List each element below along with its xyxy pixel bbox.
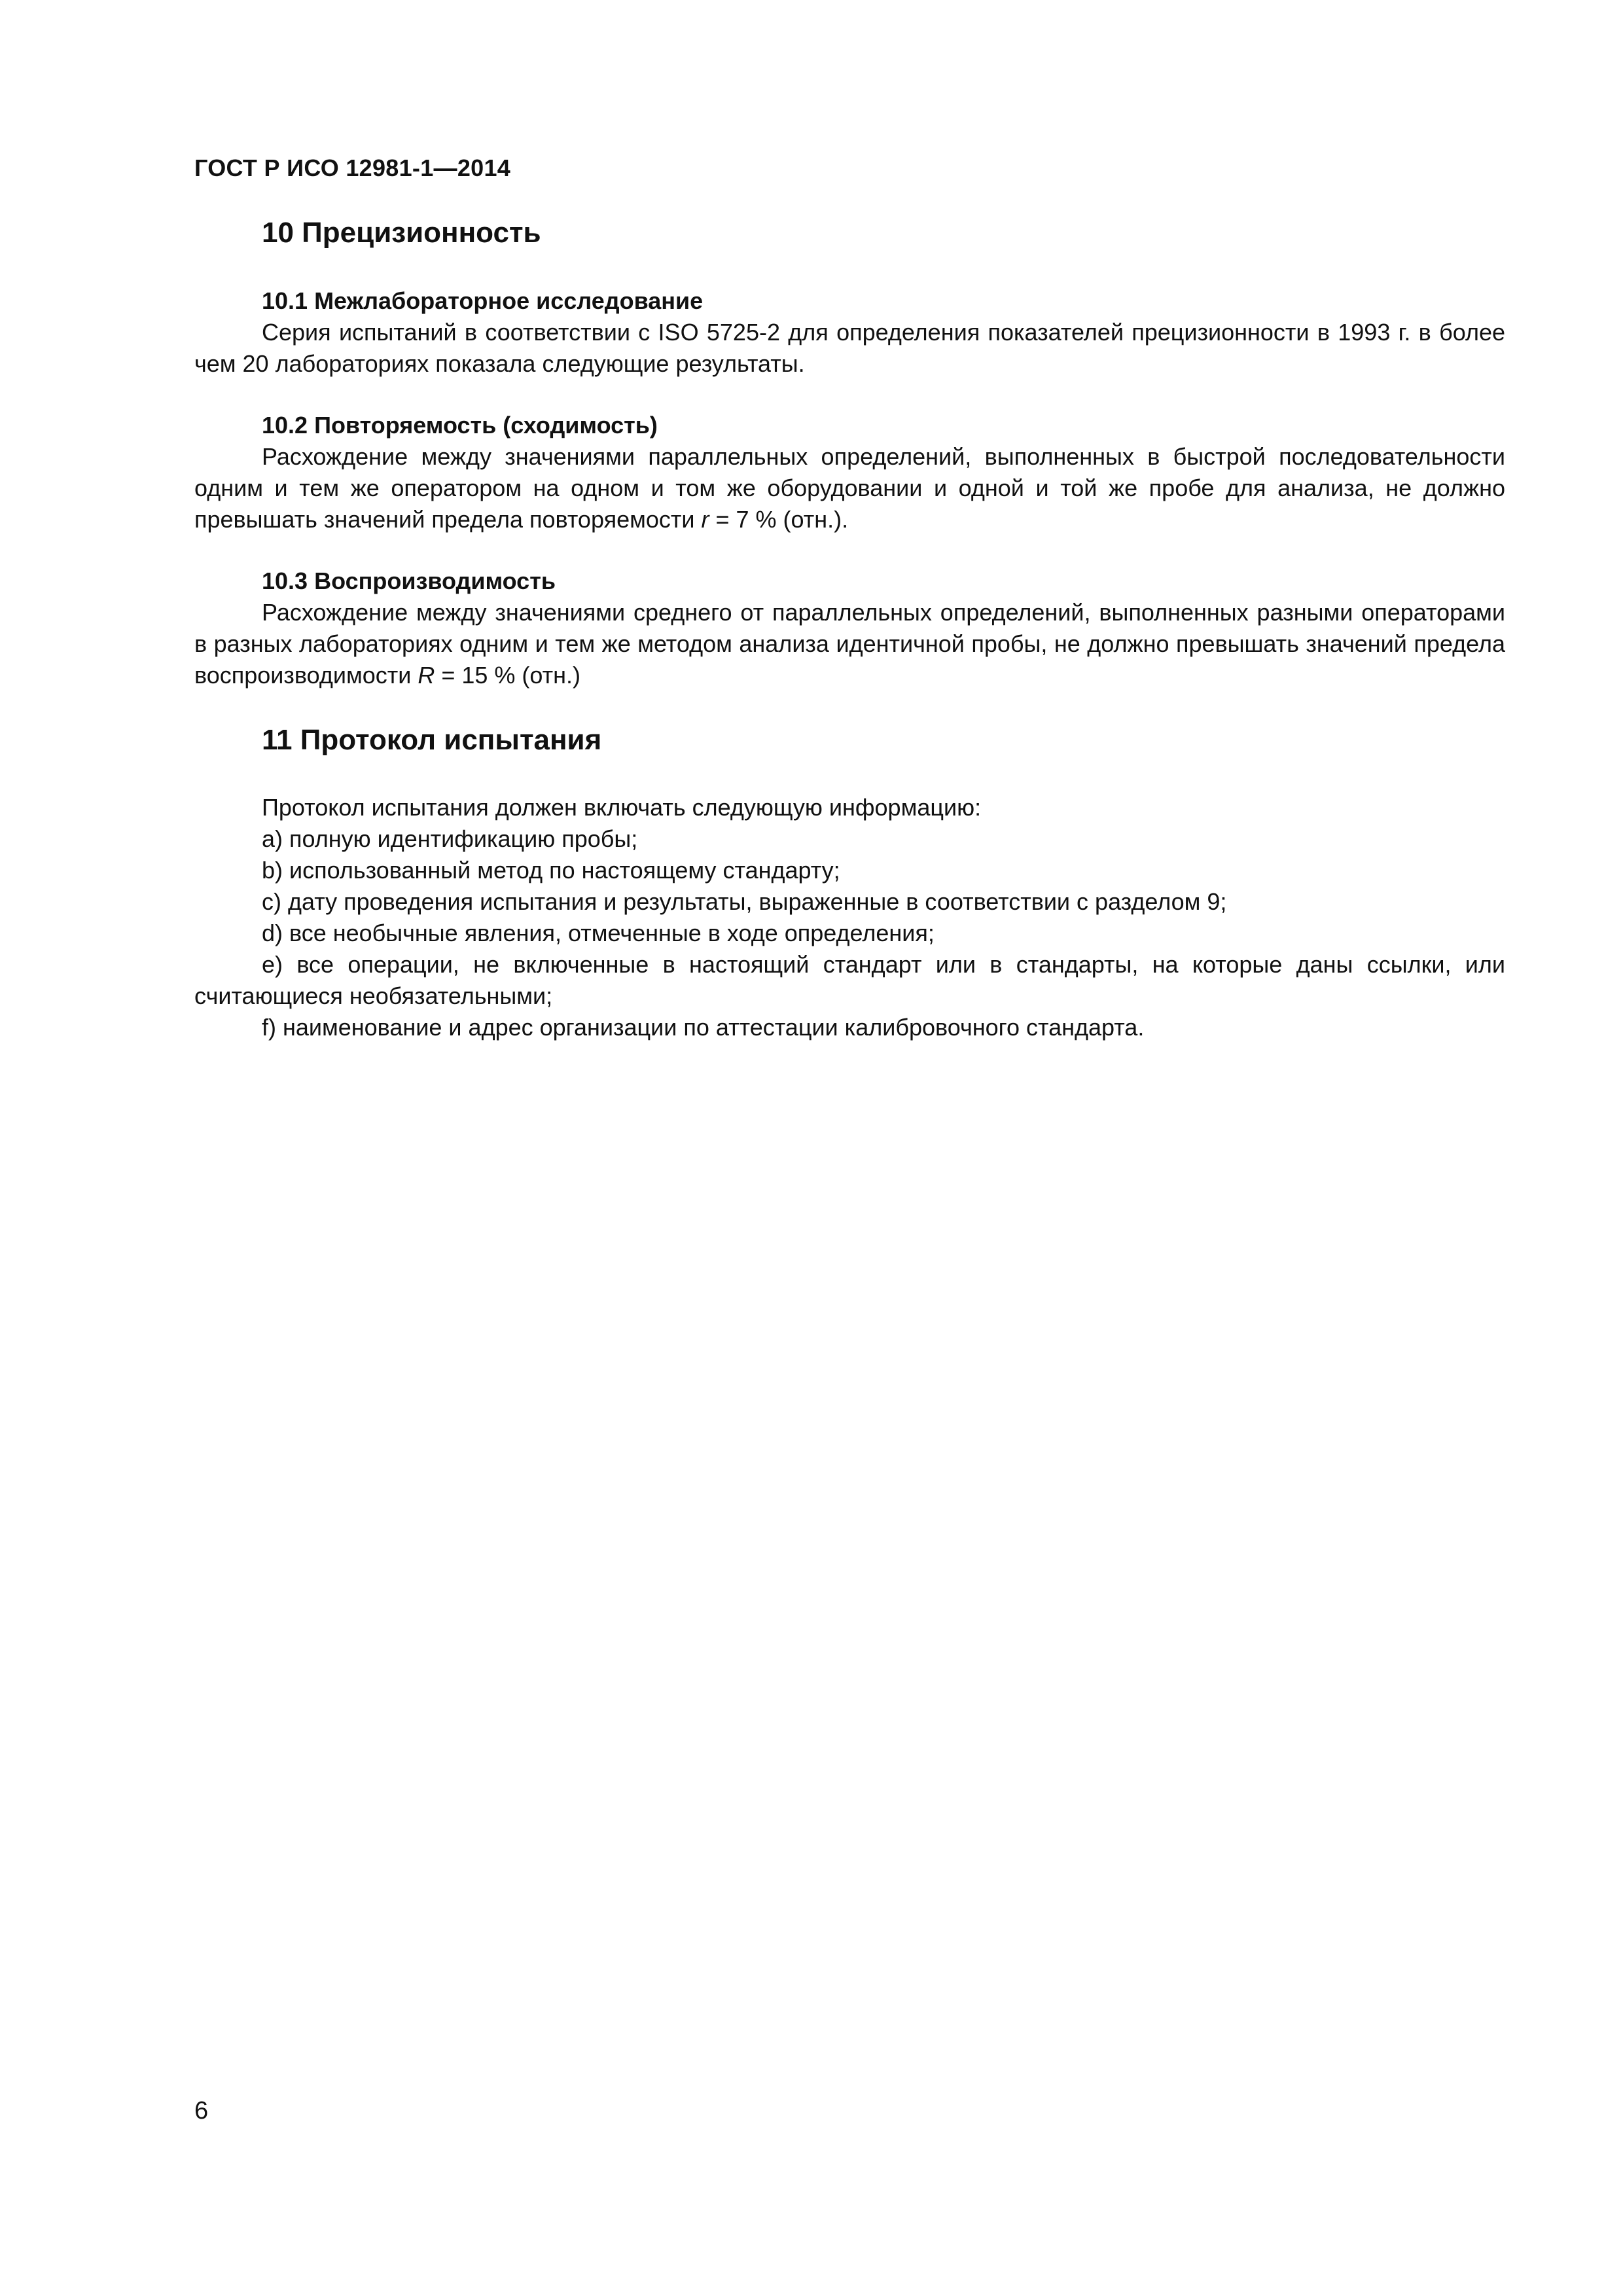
repeatability-symbol: r	[701, 506, 709, 533]
list-item: b) использованный метод по настоящему стандарту;	[262, 857, 840, 884]
subsection-10-2-title: 10.2 Повторяемость (сходимость)	[262, 412, 658, 439]
subsection-10-3-text-after: = 15 % (отн.)	[435, 662, 581, 689]
list-item: d) все необычные явления, отмеченные в ходе определения;	[262, 920, 935, 946]
list-item: a) полную идентификацию пробы;	[262, 825, 638, 852]
subsection-10-3-text	[194, 597, 1505, 691]
reproducibility-symbol: R	[418, 662, 435, 689]
list-item: e) все операции, не включенные в настоящий стандарт или в стандарты, на которые даны ссылки, или считающиеся необязательными;	[194, 951, 1505, 1009]
subsection-10-2-text	[194, 441, 1505, 535]
section-11-intro: Протокол испытания должен включать следующую информацию:	[262, 794, 982, 821]
section-10-title: 10 Прецизионность	[262, 217, 541, 249]
subsection-10-2-text-after: = 7 % (отн.).	[709, 506, 849, 533]
list-item: c) дату проведения испытания и результаты, выраженные в соответствии с разделом 9;	[262, 888, 1227, 915]
subsection-10-3-title: 10.3 Воспроизводимость	[262, 567, 556, 594]
section-11-title: 11 Протокол испытания	[262, 724, 602, 756]
page-number: 6	[194, 2097, 209, 2125]
subsection-10-1-text: Серия испытаний в соответствии с ISO 5725-2 для определения показателей прецизионности в 1993 г. в более чем 20 лабораториях показала следующие результаты.	[194, 319, 1505, 377]
subsection-10-3-text-before: Расхождение между значениями среднего от параллельных определений, выполненных разными операторами в разных лабораториях одним и тем же методом анализа идентичной пробы, не должно превышать значений предела воспроизводимости	[194, 599, 1505, 689]
subsection-10-2-text-before: Расхождение между значениями параллельных определений, выполненных в быстрой последовательности одним и тем же оператором на одном и том же оборудовании и одной и той же пробе для анализа, не должно превышать значений предела повторяемости	[194, 443, 1505, 533]
subsection-10-1-title: 10.1 Межлабораторное исследование	[262, 287, 704, 314]
list-item: f) наименование и адрес организации по аттестации калибровочного стандарта.	[262, 1014, 1145, 1041]
document-code-header: ГОСТ Р ИСО 12981-1—2014	[194, 154, 511, 181]
